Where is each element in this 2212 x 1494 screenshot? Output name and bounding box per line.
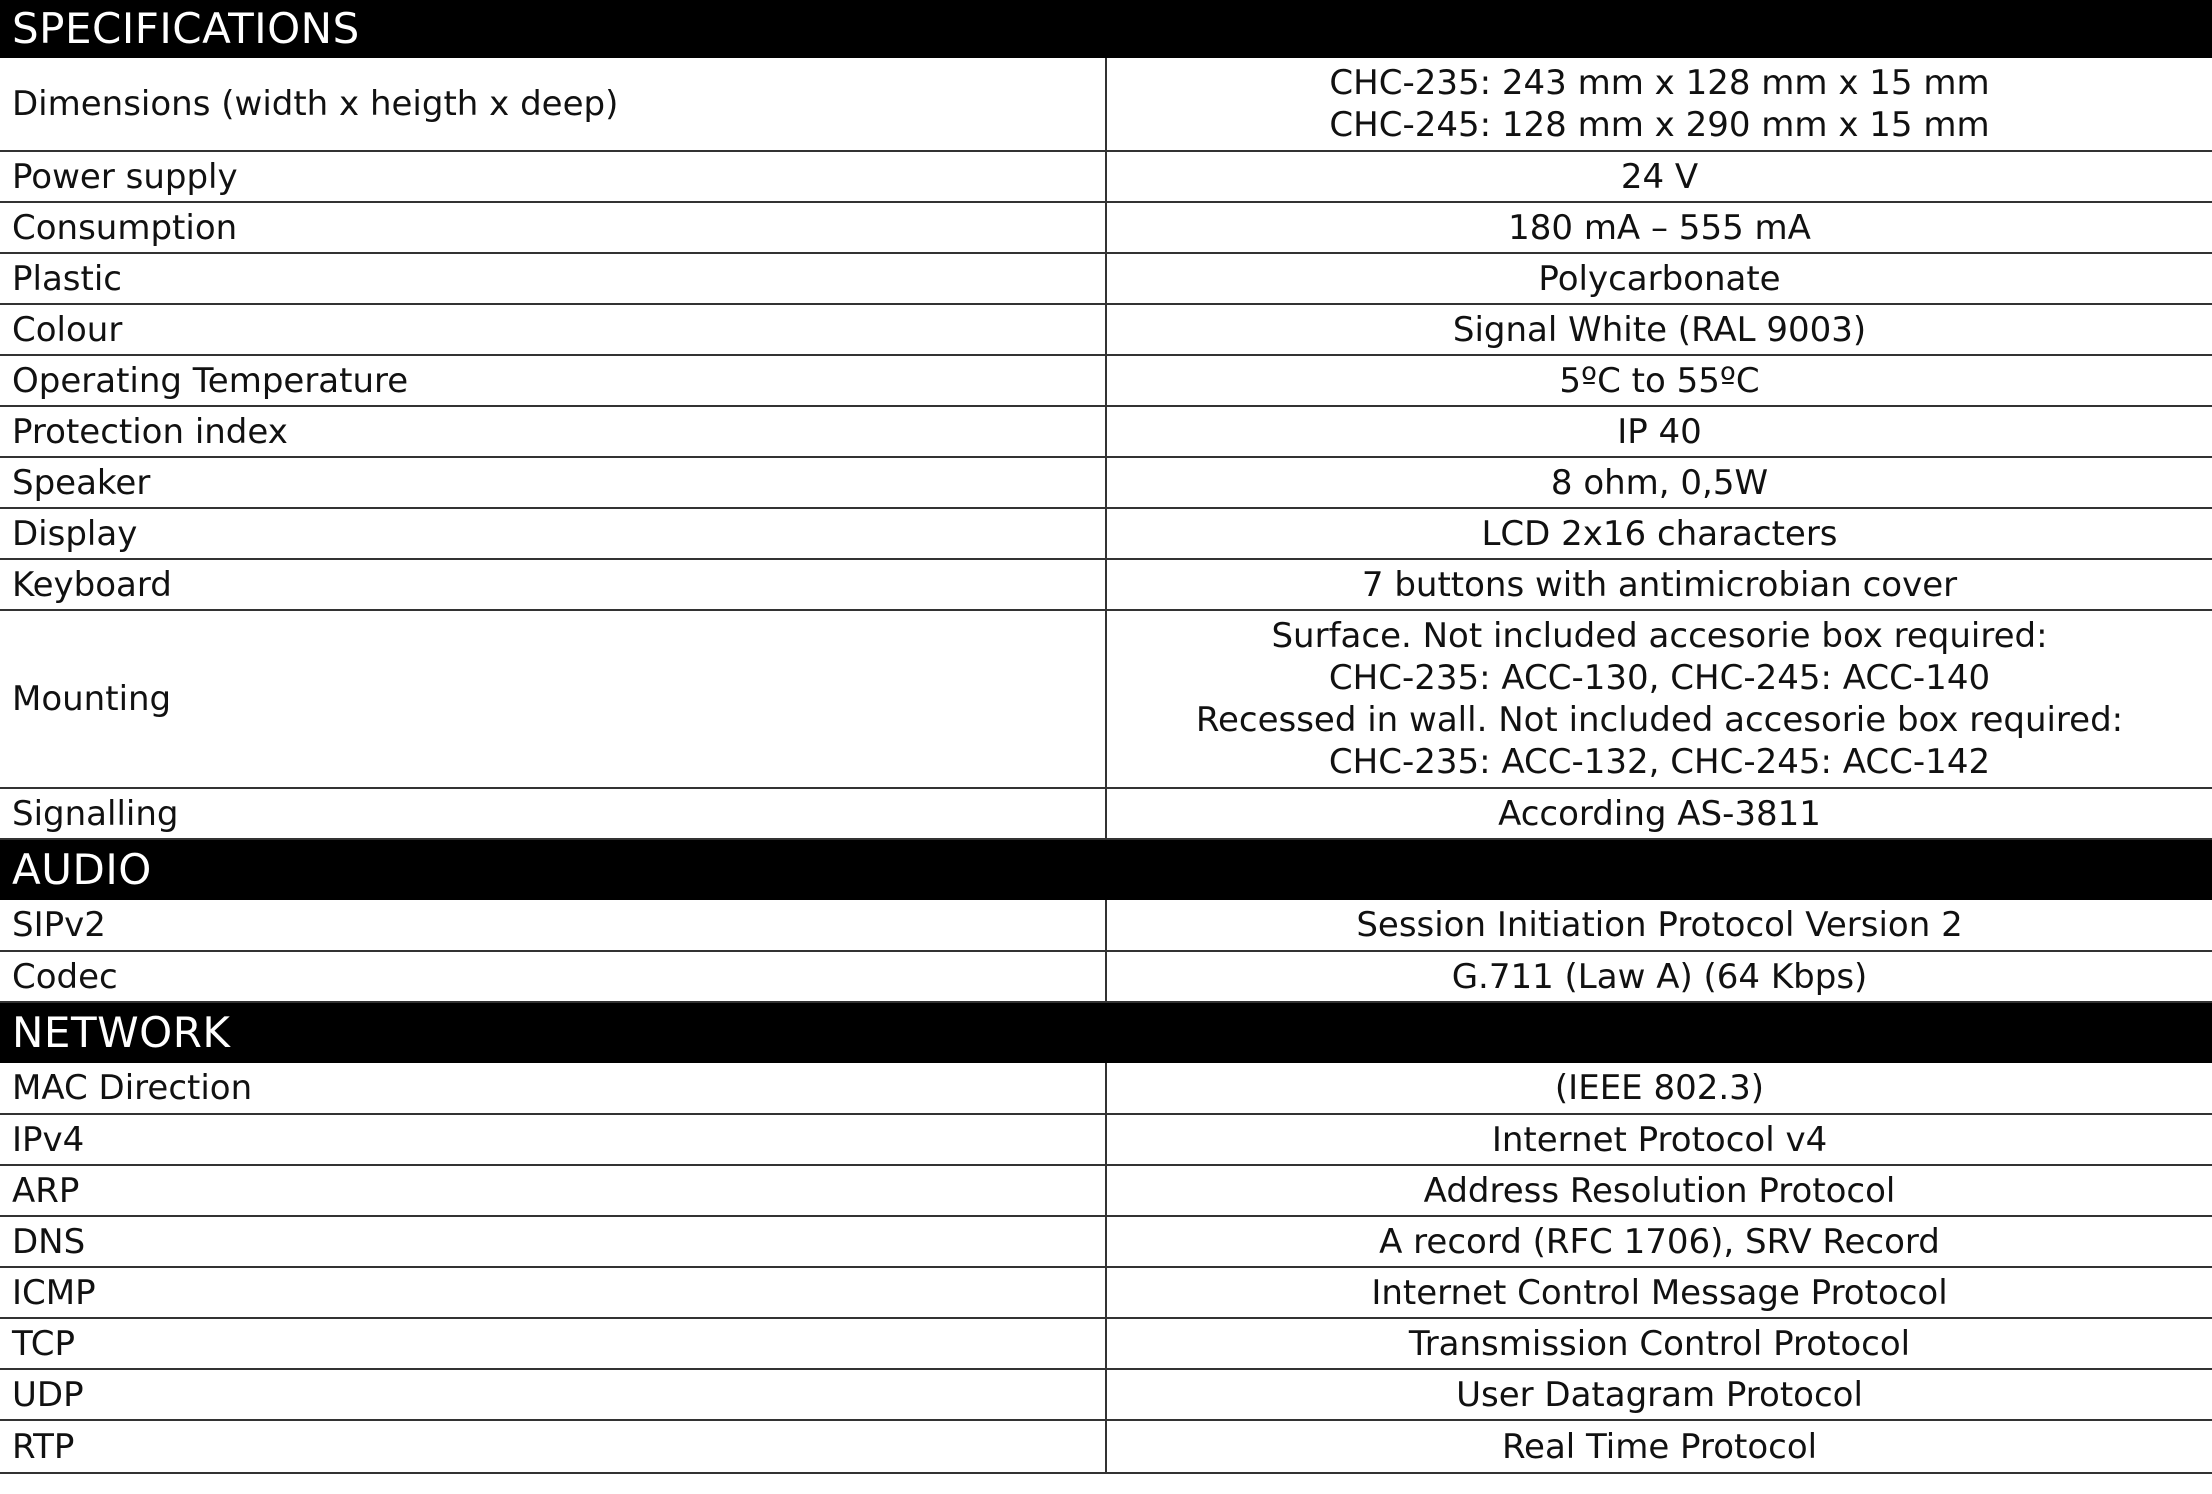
spec-value bbox=[1106, 508, 2212, 559]
spec-value bbox=[1106, 58, 2212, 151]
spec-value bbox=[1106, 457, 2212, 508]
spec-value-line: CHC-235: 243 mm x 128 mm x 15 mm bbox=[1329, 63, 1990, 103]
spec-value bbox=[1106, 304, 2212, 355]
section-title: SPECIFICATIONS bbox=[0, 0, 2212, 58]
spec-label: Dimensions (width x heigth x deep) bbox=[0, 58, 1106, 151]
spec-value bbox=[1106, 1216, 2212, 1267]
spec-value-line: Address Resolution Protocol bbox=[1423, 1170, 1896, 1211]
table-row bbox=[0, 1063, 2212, 1114]
spec-label: Mounting bbox=[0, 610, 1106, 788]
table-row bbox=[0, 457, 2212, 508]
spec-value-line: (IEEE 802.3) bbox=[1554, 1068, 1765, 1108]
spec-value-line: 24 V bbox=[1620, 156, 1699, 197]
spec-value bbox=[1106, 1165, 2212, 1216]
spec-value-line: CHC-245: 128 mm x 290 mm x 15 mm bbox=[1329, 105, 1990, 145]
table-row bbox=[0, 1216, 2212, 1267]
spec-label: MAC Direction bbox=[0, 1063, 1106, 1114]
table-row bbox=[0, 1369, 2212, 1420]
table-row bbox=[0, 1165, 2212, 1216]
spec-label: Codec bbox=[0, 951, 1106, 1002]
spec-value-line: User Datagram Protocol bbox=[1456, 1374, 1863, 1415]
section-header bbox=[0, 1002, 2212, 1063]
spec-value bbox=[1106, 951, 2212, 1002]
spec-label: Display bbox=[0, 508, 1106, 559]
spec-value bbox=[1106, 1318, 2212, 1369]
table-row bbox=[0, 1420, 2212, 1473]
spec-label: Protection index bbox=[0, 406, 1106, 457]
spec-label: ICMP bbox=[0, 1267, 1106, 1318]
spec-value-line: CHC-235: ACC-130, CHC-245: ACC-140 bbox=[1328, 658, 1991, 698]
spec-value bbox=[1106, 1114, 2212, 1165]
spec-value-line: 8 ohm, 0,5W bbox=[1550, 462, 1769, 503]
table-row bbox=[0, 202, 2212, 253]
spec-value-line: Recessed in wall. Not included accesorie box required: bbox=[1195, 700, 2124, 740]
spec-value-line: Internet Protocol v4 bbox=[1491, 1119, 1828, 1160]
spec-label: TCP bbox=[0, 1318, 1106, 1369]
spec-label: IPv4 bbox=[0, 1114, 1106, 1165]
section-header bbox=[0, 839, 2212, 900]
spec-value-line: 5ºC to 55ºC bbox=[1559, 360, 1760, 401]
spec-value-line: Polycarbonate bbox=[1538, 258, 1781, 299]
spec-value-line: G.711 (Law A) (64 Kbps) bbox=[1451, 956, 1868, 997]
table-row bbox=[0, 151, 2212, 202]
spec-label: Plastic bbox=[0, 253, 1106, 304]
table-row bbox=[0, 355, 2212, 406]
spec-value bbox=[1106, 1267, 2212, 1318]
table-row bbox=[0, 508, 2212, 559]
spec-value-line: Internet Control Message Protocol bbox=[1371, 1272, 1948, 1313]
spec-value bbox=[1106, 559, 2212, 610]
section-title: AUDIO bbox=[0, 839, 2212, 900]
table-row bbox=[0, 1114, 2212, 1165]
spec-value-line: Session Initiation Protocol Version 2 bbox=[1356, 905, 1963, 945]
spec-label: Operating Temperature bbox=[0, 355, 1106, 406]
spec-value-line: 180 mA – 555 mA bbox=[1508, 207, 1811, 248]
spec-value-line: CHC-235: ACC-132, CHC-245: ACC-142 bbox=[1328, 742, 1991, 782]
table-row bbox=[0, 788, 2212, 839]
spec-value bbox=[1106, 151, 2212, 202]
table-row bbox=[0, 304, 2212, 355]
spec-value bbox=[1106, 1369, 2212, 1420]
table-row bbox=[0, 559, 2212, 610]
spec-label: Signalling bbox=[0, 788, 1106, 839]
spec-value-line: Transmission Control Protocol bbox=[1408, 1323, 1911, 1364]
table-row bbox=[0, 1318, 2212, 1369]
spec-label: ARP bbox=[0, 1165, 1106, 1216]
spec-value-line: 7 buttons with antimicrobian cover bbox=[1361, 564, 1958, 605]
spec-label: Keyboard bbox=[0, 559, 1106, 610]
spec-value bbox=[1106, 610, 2212, 788]
table-row bbox=[0, 610, 2212, 788]
section-title: NETWORK bbox=[0, 1002, 2212, 1063]
spec-value bbox=[1106, 900, 2212, 951]
spec-value-line: Signal White (RAL 9003) bbox=[1452, 309, 1867, 350]
spec-label: Power supply bbox=[0, 151, 1106, 202]
spec-value bbox=[1106, 202, 2212, 253]
spec-value-line: Surface. Not included accesorie box required: bbox=[1271, 616, 2048, 656]
table-row bbox=[0, 58, 2212, 151]
spec-value bbox=[1106, 1420, 2212, 1473]
spec-value bbox=[1106, 253, 2212, 304]
spec-value-line: A record (RFC 1706), SRV Record bbox=[1379, 1221, 1940, 1262]
spec-label: SIPv2 bbox=[0, 900, 1106, 951]
table-row bbox=[0, 253, 2212, 304]
spec-value bbox=[1106, 1063, 2212, 1114]
table-row bbox=[0, 1267, 2212, 1318]
section-header bbox=[0, 0, 2212, 58]
spec-value-line: Real Time Protocol bbox=[1501, 1426, 1818, 1467]
spec-value-line: LCD 2x16 characters bbox=[1481, 513, 1838, 554]
spec-value-line: According AS-3811 bbox=[1498, 793, 1821, 834]
spec-label: Speaker bbox=[0, 457, 1106, 508]
table-row bbox=[0, 406, 2212, 457]
table-row bbox=[0, 900, 2212, 951]
spec-value-line: IP 40 bbox=[1617, 411, 1702, 452]
spec-label: DNS bbox=[0, 1216, 1106, 1267]
spec-value bbox=[1106, 355, 2212, 406]
spec-label: RTP bbox=[0, 1420, 1106, 1473]
spec-label: Colour bbox=[0, 304, 1106, 355]
spec-label: UDP bbox=[0, 1369, 1106, 1420]
table-row bbox=[0, 951, 2212, 1002]
spec-label: Consumption bbox=[0, 202, 1106, 253]
spec-value bbox=[1106, 406, 2212, 457]
spec-value bbox=[1106, 788, 2212, 839]
